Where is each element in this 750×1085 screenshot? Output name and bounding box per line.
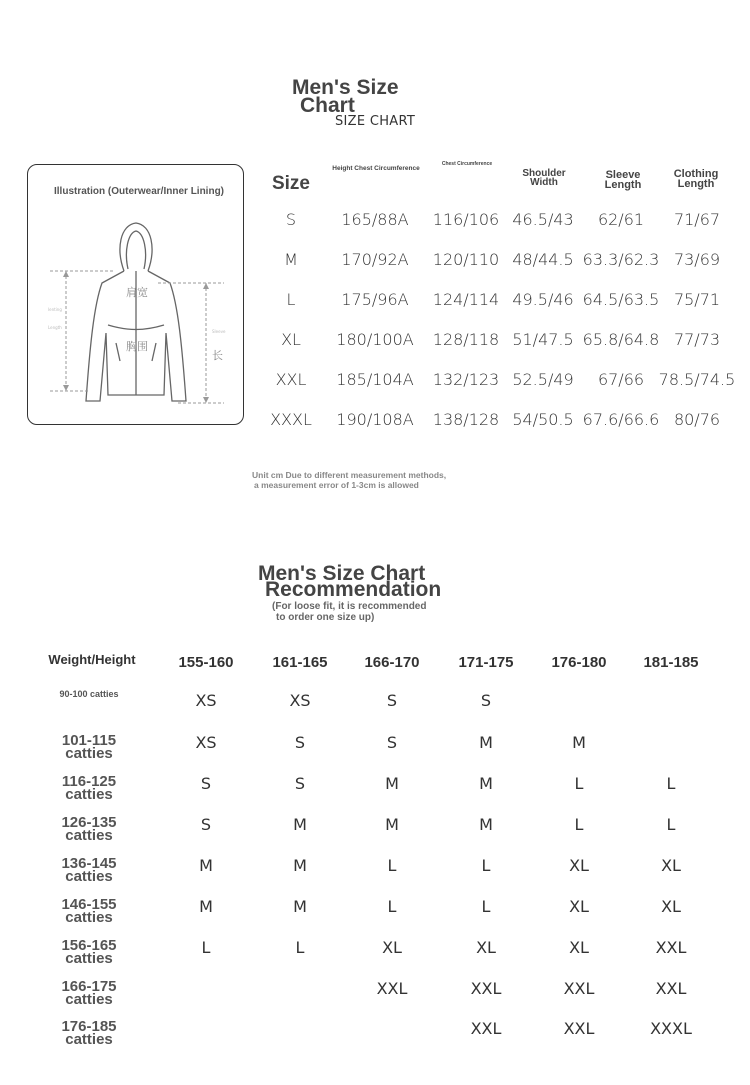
recommendation-title-line2: Recommendation (265, 578, 442, 601)
size-cell: 116/106 (432, 210, 500, 229)
size-chart-title-line2: Chart (300, 94, 355, 117)
weight-label-line1: 90-100 catties (59, 689, 119, 699)
size-cell: 175/96A (341, 290, 409, 309)
recommendation-cell: M (293, 856, 307, 875)
size-cell: 165/88A (341, 210, 409, 229)
recommendation-cell: L (201, 938, 211, 957)
svg-text:Length: Length (48, 325, 62, 330)
height-header: 166-170 (364, 654, 420, 671)
recommendation-cell: M (385, 815, 399, 834)
weight-label (30, 857, 148, 883)
size-cell: 48/44.5 (512, 250, 574, 269)
height-header: 161-165 (272, 654, 328, 671)
header-chest: Chest Circumference (441, 161, 493, 167)
recommendation-cell: XXL (655, 979, 687, 998)
size-cell: 63.3/62.3 (582, 250, 660, 269)
svg-text:Sleeve: Sleeve (212, 329, 226, 334)
recommendation-cell: L (574, 815, 584, 834)
weight-label-line2: catties (65, 950, 113, 967)
size-cell: 62/61 (597, 210, 645, 229)
weight-label-line1: 126-135 (61, 814, 117, 831)
size-cell: 180/100A (336, 330, 414, 349)
recommendation-cell: S (200, 815, 212, 834)
size-cell: 54/50.5 (512, 410, 574, 429)
recommendation-cell: L (387, 856, 397, 875)
size-cell: 80/76 (673, 410, 721, 429)
size-cell: 170/92A (341, 250, 409, 269)
size-cell: 65.8/64.8 (582, 330, 660, 349)
weight-label-line1: 166-175 (61, 978, 117, 995)
weight-label-line1: 101-115 (61, 732, 117, 749)
recommendation-cell: M (293, 897, 307, 916)
size-cell: 49.5/46 (512, 290, 574, 309)
size-cell: XXXL (270, 410, 312, 429)
size-chart-title-line1: Men's Size (292, 76, 399, 99)
illustration-caption: Illustration (Outerwear/Inner Lining) (54, 186, 225, 197)
recommendation-cell: L (666, 815, 676, 834)
size-cell: 132/123 (432, 370, 500, 389)
recommendation-cell: XL (382, 938, 402, 957)
recommendation-cell: L (481, 897, 491, 916)
size-cell: 190/108A (336, 410, 414, 429)
size-cell: M (284, 250, 298, 269)
size-cell: 73/69 (673, 250, 721, 269)
measurement-note (252, 470, 512, 490)
header-shoulder: Shoulder Width (522, 168, 566, 188)
size-cell: 185/104A (336, 370, 414, 389)
recommendation-cell: XXL (563, 1019, 595, 1038)
recommendation-cell: XL (661, 897, 681, 916)
weight-label-line2: catties (65, 868, 113, 885)
recommendation-cell: XXL (470, 1019, 502, 1038)
size-cell: 51/47.5 (512, 330, 574, 349)
weight-label (30, 816, 148, 842)
size-cell: 77/73 (673, 330, 721, 349)
weight-label-line2: catties (65, 745, 113, 762)
size-cell: 120/110 (432, 250, 500, 269)
height-header: 181-185 (643, 654, 699, 671)
weight-label (30, 939, 148, 965)
weight-label (30, 1020, 148, 1046)
recommendation-cell: XS (289, 691, 311, 710)
height-header: 176-180 (551, 654, 607, 671)
recommendation-cell: M (572, 733, 586, 752)
recommendation-cell: M (479, 774, 493, 793)
recommendation-cell: L (666, 774, 676, 793)
recommendation-cell: S (294, 733, 306, 752)
recommendation-cell: XL (569, 897, 589, 916)
recommendation-cell: S (480, 691, 492, 710)
recommendation-cell: M (199, 856, 213, 875)
recommendation-cell: XL (661, 856, 681, 875)
weight-label (30, 898, 148, 924)
header-clothing: Clothing Length (673, 168, 719, 190)
weight-label (30, 688, 148, 700)
svg-text:lenting: lenting (48, 307, 62, 312)
recommendation-cell: XXL (655, 938, 687, 957)
size-cell: 67.6/66.6 (582, 410, 660, 429)
header-size: Size (271, 173, 311, 194)
recommendation-cell: S (200, 774, 212, 793)
header-height-chest: Height Chest Circumference (332, 165, 420, 172)
shoulder-label: 肩宽 (126, 286, 148, 299)
jacket-illustration-box (27, 164, 244, 425)
length-label: 长 (212, 349, 223, 362)
recommendation-note-line2: to order one size up) (276, 612, 375, 623)
size-cell: 71/67 (673, 210, 721, 229)
recommendation-cell: XXL (376, 979, 408, 998)
height-header: 171-175 (458, 654, 514, 671)
weight-label-line1: 146-155 (61, 896, 117, 913)
weight-label-line2: catties (65, 786, 113, 803)
weight-label-line1: 136-145 (61, 855, 117, 872)
weight-label-line1: 176-185 (61, 1018, 117, 1035)
weight-label-line2: catties (65, 909, 113, 926)
weight-label-line1: 156-165 (61, 937, 117, 954)
recommendation-cell: L (295, 938, 305, 957)
size-cell: 128/118 (432, 330, 500, 349)
recommendation-cell: XXL (563, 979, 595, 998)
recommendation-cell: XXXL (650, 1019, 692, 1038)
size-cell: 124/114 (432, 290, 500, 309)
size-cell: 64.5/63.5 (582, 290, 660, 309)
recommendation-cell: S (386, 733, 398, 752)
size-cell: 52.5/49 (512, 370, 574, 389)
recommendation-title-line1: Men's Size Chart (258, 562, 426, 585)
recommendation-cell: XL (476, 938, 496, 957)
weight-label-line2: catties (65, 1031, 113, 1048)
measurement-note-line1: Unit cm Due to different measurement methods, (252, 470, 447, 480)
measurement-note-line2: a measurement error of 1-3cm is allowed (254, 480, 419, 490)
weight-label-line1: 116-125 (61, 773, 117, 790)
size-cell: 78.5/74.5 (658, 370, 736, 389)
recommendation-cell: L (481, 856, 491, 875)
height-header: 155-160 (178, 654, 234, 671)
recommendation-cell: XS (195, 691, 217, 710)
size-cell: S (285, 210, 297, 229)
weight-label (30, 734, 148, 760)
weight-label-line2: catties (65, 827, 113, 844)
recommendation-cell: L (574, 774, 584, 793)
recommendation-cell: XXL (470, 979, 502, 998)
weight-label (30, 980, 148, 1006)
recommendation-cell: M (479, 815, 493, 834)
weight-height-header: Weight/Height (48, 652, 136, 667)
recommendation-note (272, 601, 492, 623)
recommendation-cell: XL (569, 856, 589, 875)
chest-label: 胸围 (126, 340, 148, 353)
size-cell: 75/71 (673, 290, 721, 309)
recommendation-cell: M (479, 733, 493, 752)
size-cell: L (286, 290, 296, 309)
recommendation-cell: M (385, 774, 399, 793)
weight-label-line2: catties (65, 991, 113, 1008)
recommendation-cell: XL (569, 938, 589, 957)
recommendation-cell: M (199, 897, 213, 916)
size-cell: XXL (275, 370, 307, 389)
size-cell: 46.5/43 (512, 210, 574, 229)
recommendation-cell: XS (195, 733, 217, 752)
size-cell: 67/66 (597, 370, 645, 389)
size-chart-subtitle: SIZE CHART (335, 114, 416, 129)
recommendation-cell: S (386, 691, 398, 710)
recommendation-cell: S (294, 774, 306, 793)
header-sleeve: Sleeve Length (604, 169, 642, 191)
size-cell: 138/128 (432, 410, 500, 429)
recommendation-cell: M (293, 815, 307, 834)
size-cell: XL (281, 330, 301, 349)
weight-label (30, 775, 148, 801)
recommendation-note-line1: (For loose fit, it is recommended (272, 601, 427, 612)
recommendation-cell: L (387, 897, 397, 916)
